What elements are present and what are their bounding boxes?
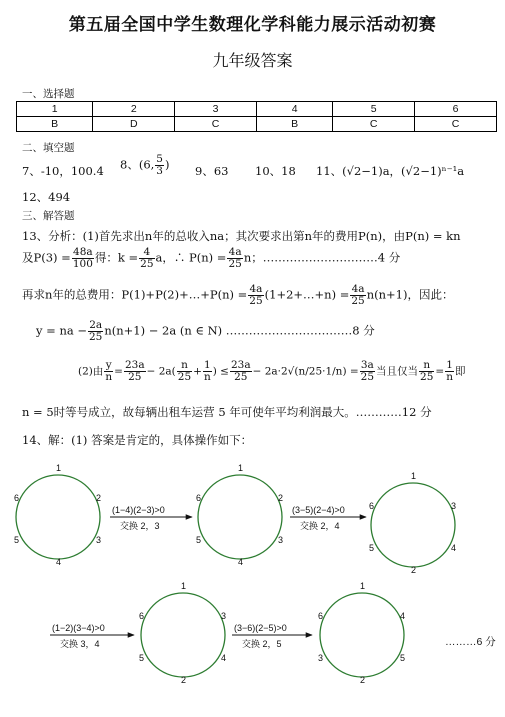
circle-number-label: 1	[360, 581, 366, 591]
denominator: 25	[234, 371, 248, 384]
table-row	[17, 117, 497, 132]
circle-number-label: 4	[451, 543, 457, 553]
denominator: n	[446, 371, 453, 384]
table-row	[17, 102, 497, 117]
arrangement-circle	[141, 593, 225, 677]
fraction	[124, 360, 146, 383]
table-cell: 5	[333, 102, 415, 117]
swap-condition-label: (1−4)(2−3)>0	[112, 505, 165, 515]
circle-number-label: 2	[278, 493, 284, 503]
text: a，∴ P(n) =	[155, 250, 227, 265]
circle-number-label: 6	[318, 611, 324, 621]
q13-line4	[36, 320, 375, 343]
page-subtitle: 九年级答案	[212, 51, 293, 70]
table-cell: D	[93, 117, 175, 132]
fraction	[72, 247, 94, 270]
circle-number-label: 3	[318, 653, 324, 663]
fill-q7: 7、-10，100.4	[22, 164, 104, 178]
circle-number-label: 5	[14, 535, 20, 545]
arrangement-circle	[371, 483, 455, 567]
section-choice: 一、选择题	[22, 88, 75, 100]
text: 及P(3) =	[22, 250, 71, 265]
numerator: 2a	[89, 319, 103, 331]
denominator: 25	[228, 258, 242, 271]
numerator: 23a	[230, 359, 251, 371]
arrangement-circle	[320, 593, 404, 677]
circle-number-label: 3	[451, 501, 457, 511]
fraction	[88, 320, 103, 343]
denominator: 100	[72, 258, 93, 271]
circle-number-label: 2	[96, 493, 102, 503]
fill-q8	[120, 154, 169, 177]
numerator: 4a	[351, 283, 365, 295]
table-cell: C	[333, 117, 415, 132]
q14-score: ………6 分	[445, 636, 496, 648]
arrangement-circle	[198, 475, 282, 559]
section-fill: 二、填空题	[22, 142, 75, 154]
numerator: 4	[139, 247, 154, 259]
q14-line1: 14、解：(1) 答案是肯定的，具体操作如下：	[22, 433, 253, 447]
swap-condition-label: (3−5)(2−4)>0	[292, 505, 345, 515]
numerator: n	[177, 360, 192, 372]
denominator: 3	[156, 165, 163, 178]
numerator: 48a	[73, 246, 93, 258]
circle-number-label: 3	[96, 535, 102, 545]
text: n；…………………………4 分	[243, 250, 401, 265]
denominator: 25	[177, 371, 192, 384]
text: (2)由	[78, 365, 104, 378]
fill-q10: 10、18	[255, 164, 296, 178]
circle-number-label: 5	[400, 653, 406, 663]
fraction	[177, 360, 192, 383]
text: 即	[455, 365, 466, 378]
numerator: 1	[203, 359, 211, 371]
circle-number-label: 6	[196, 493, 202, 503]
q13-line2	[22, 247, 400, 270]
swap-action-label: 交换 3，4	[60, 639, 100, 649]
text: +	[193, 365, 202, 378]
numerator: 3a	[360, 359, 374, 371]
table-cell: C	[175, 117, 257, 132]
denominator: 25	[360, 371, 375, 384]
q13-line5	[78, 360, 466, 383]
swap-condition-label: (3−6)(2−5)>0	[234, 623, 287, 633]
text: 得：k =	[94, 250, 139, 265]
arrangement-circle	[16, 475, 100, 559]
circle-number-label: 4	[56, 557, 62, 567]
circle-number-label: 4	[221, 653, 227, 663]
text: − 2a(	[146, 365, 176, 378]
text: 再求n年的总费用：P(1)+P(2)+…+P(n) =	[22, 287, 248, 302]
circle-number-label: 4	[400, 611, 406, 621]
circle-number-label: 2	[411, 565, 417, 575]
page-title: 第五届全国中学生数理化学科能力展示活动初赛	[68, 15, 437, 35]
text: y = na −	[36, 323, 87, 338]
text: =	[435, 365, 445, 378]
circle-number-label: 2	[360, 675, 366, 685]
fraction	[104, 360, 113, 383]
denominator: 25	[351, 295, 365, 308]
numerator: 4a	[228, 246, 242, 258]
fill-q8-open: (6,	[138, 157, 155, 172]
table-cell: 2	[93, 102, 175, 117]
numerator: y	[105, 359, 112, 371]
circle-number-label: 5	[369, 543, 375, 553]
fill-q11: 11、(√2−1)a，(√2−1)ⁿ⁻¹a	[316, 164, 465, 178]
denominator: n	[105, 371, 113, 384]
swap-condition-label: (1−2)(3−4)>0	[52, 623, 105, 633]
text: n(n+1) − 2a (n ∈ N) ……………………………8 分	[104, 323, 375, 338]
text: 当且仅当	[376, 365, 419, 378]
circle-number-label: 4	[238, 557, 244, 567]
denominator: 25	[420, 371, 434, 384]
section-solve: 三、解答题	[22, 210, 75, 222]
fill-q8-prefix: 8、	[120, 157, 139, 172]
text: (1+2+…+n) =	[264, 287, 350, 302]
table-cell: B	[17, 117, 93, 132]
fraction	[155, 154, 164, 177]
fraction	[139, 247, 154, 270]
table-cell: 3	[175, 102, 257, 117]
circle-number-label: 2	[181, 675, 187, 685]
numerator: 1	[446, 359, 453, 371]
fraction	[248, 284, 263, 307]
fraction	[230, 360, 252, 383]
denominator: 25	[128, 371, 142, 384]
numerator: 4a	[249, 283, 263, 295]
circle-number-label: 5	[139, 653, 145, 663]
circle-number-label: 6	[14, 493, 20, 503]
circle-number-label: 6	[369, 501, 375, 511]
fraction	[360, 360, 375, 383]
fill-q8-close: )	[164, 157, 170, 172]
fill-q9: 9、63	[195, 164, 229, 178]
table-cell: 1	[17, 102, 93, 117]
circle-number-label: 1	[181, 581, 187, 591]
circle-number-label: 6	[139, 611, 145, 621]
numerator: n	[419, 360, 434, 372]
text: n(n+1)，因此：	[366, 287, 454, 302]
fraction	[227, 247, 242, 270]
fill-q12: 12、494	[22, 190, 71, 204]
numerator: 23a	[124, 359, 145, 371]
numerator: 5	[156, 153, 163, 165]
choice-answer-table	[16, 101, 497, 132]
circle-number-label: 3	[221, 611, 227, 621]
q13-line3	[22, 284, 454, 307]
swap-action-label: 交换 2，4	[300, 521, 340, 531]
q13-line1: 13、分析：(1)首先求出n年的总收入na；其次要求出第n年的费用P(n)，由P(n) = kn	[22, 229, 461, 243]
circle-number-label: 5	[196, 535, 202, 545]
text: =	[114, 365, 123, 378]
denominator: 25	[89, 331, 103, 344]
denominator: n	[203, 371, 211, 384]
swap-action-label: 交换 2，3	[120, 521, 160, 531]
text: − 2a·2√(n/25·1/n) =	[252, 365, 359, 378]
table-cell: 4	[256, 102, 332, 117]
fraction	[419, 360, 434, 383]
swap-action-label: 交换 2，5	[242, 639, 282, 649]
table-cell: C	[415, 117, 497, 132]
circle-number-label: 1	[411, 471, 417, 481]
fraction	[203, 360, 212, 383]
circle-number-label: 1	[56, 463, 62, 473]
circle-number-label: 1	[238, 463, 244, 473]
denominator: 25	[249, 295, 263, 308]
q14-circle-diagram	[0, 455, 505, 717]
table-cell: 6	[415, 102, 497, 117]
text: ) ≤	[212, 365, 229, 378]
fraction	[445, 360, 454, 383]
fraction	[350, 284, 365, 307]
circle-number-label: 3	[278, 535, 284, 545]
table-cell: B	[256, 117, 332, 132]
q13-line6: n = 5时等号成立，故每辆出租车运营 5 年可使年平均利润最大。…………12 分	[22, 405, 432, 419]
denominator: 25	[140, 258, 154, 271]
